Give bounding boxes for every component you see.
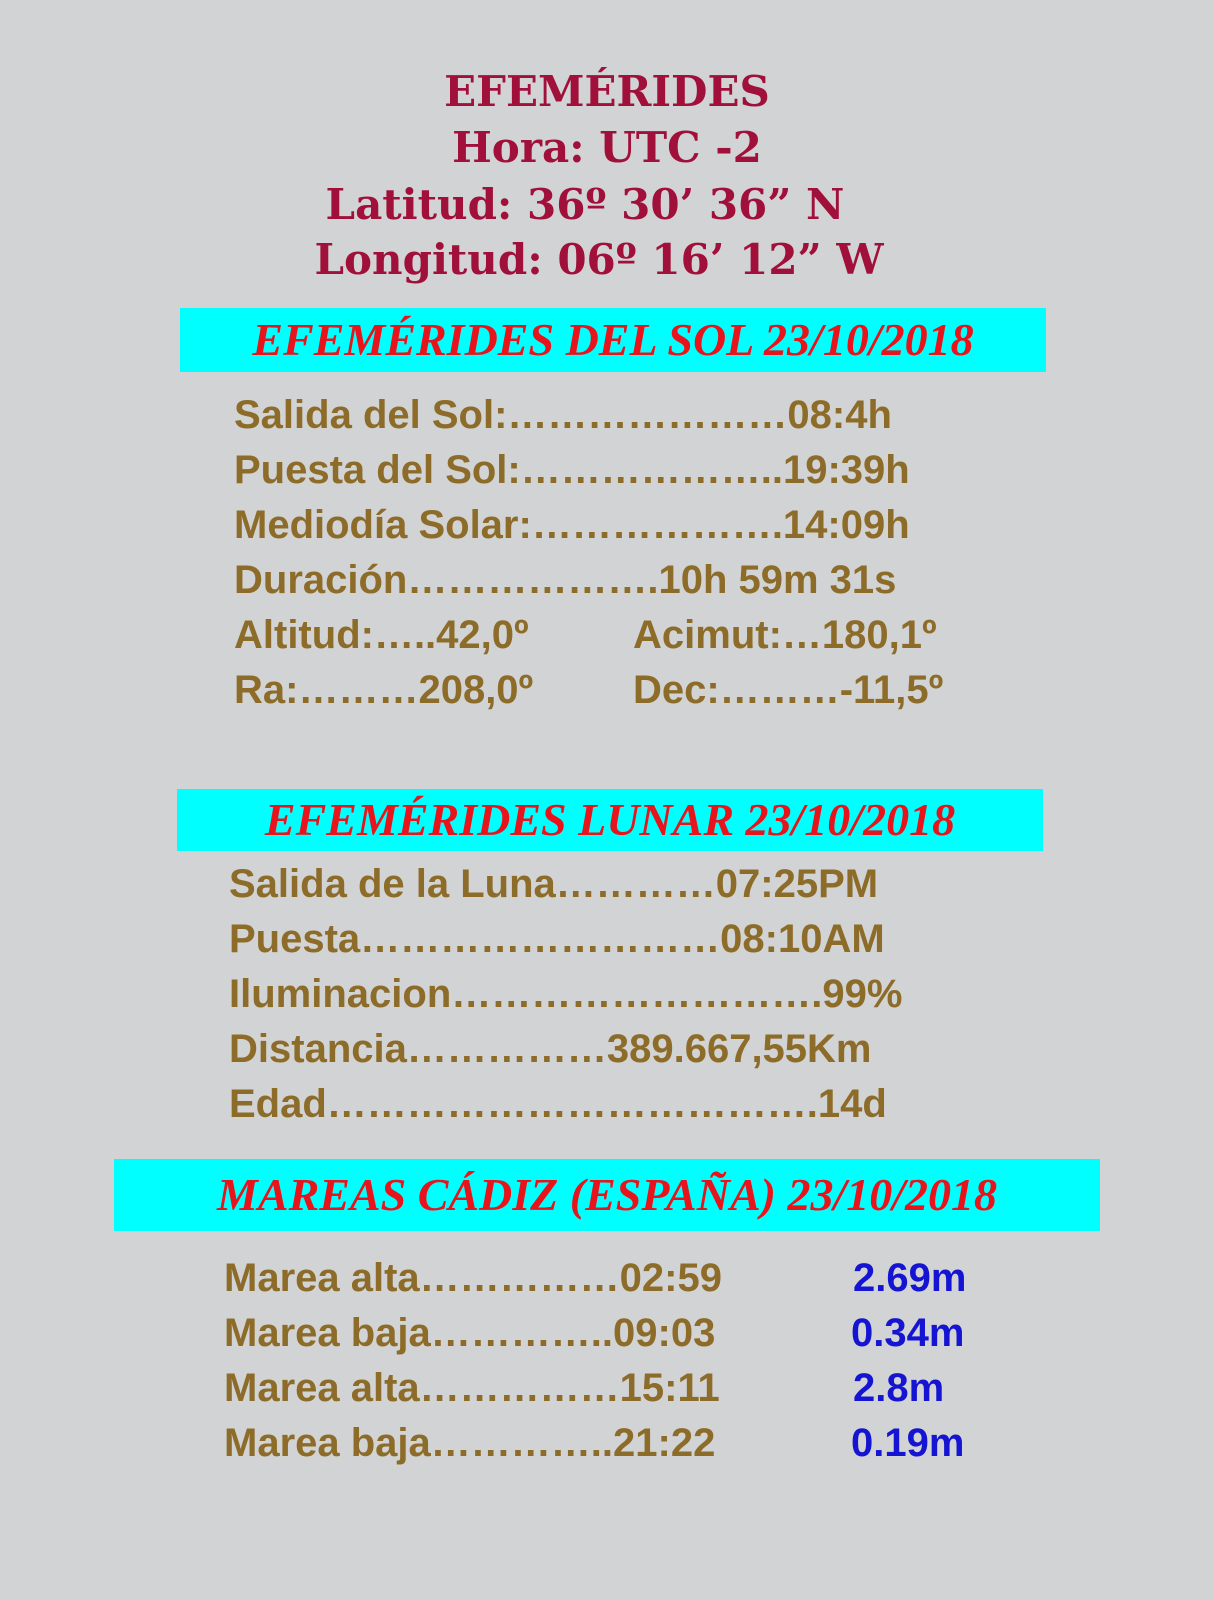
day-length-row: Duración……………….10h 59m 31s: [234, 558, 897, 602]
moonset-row: Puesta………………………08:10AM: [229, 917, 885, 961]
tide-row-1: Marea alta……………02:59: [224, 1256, 722, 1300]
moon-banner: EFEMÉRIDES LUNAR 23/10/2018: [177, 789, 1043, 851]
tide-height-3: 2.8m: [853, 1366, 945, 1410]
sun-right-ascension: Ra:………208,0º: [234, 668, 534, 712]
page-title: EFEMÉRIDES: [444, 67, 770, 116]
sun-declination: Dec:………-11,5º: [633, 668, 944, 712]
sun-banner: EFEMÉRIDES DEL SOL 23/10/2018: [180, 308, 1046, 372]
tide-row-3: Marea alta……………15:11: [224, 1366, 720, 1410]
moon-distance-row: Distancia……………389.667,55Km: [229, 1027, 872, 1071]
sun-altitude: Altitud:…..42,0º: [234, 613, 529, 657]
tide-height-1: 2.69m: [853, 1256, 967, 1300]
latitude: Latitud: 36º 30’ 36” N: [325, 180, 845, 229]
solar-noon-row: Mediodía Solar:……………….14:09h: [234, 503, 910, 547]
tide-row-2: Marea baja…………..09:03: [224, 1311, 716, 1355]
moon-age-row: Edad……………………………….14d: [229, 1082, 887, 1126]
moonrise-row: Salida de la Luna…………07:25PM: [229, 862, 879, 906]
tide-height-4: 0.19m: [851, 1421, 965, 1465]
sunset-row: Puesta del Sol:………………..19:39h: [234, 448, 910, 492]
sunrise-row: Salida del Sol:…………………08:4h: [234, 393, 892, 437]
tides-banner: MAREAS CÁDIZ (ESPAÑA) 23/10/2018: [114, 1159, 1100, 1231]
sun-azimuth: Acimut:…180,1º: [633, 613, 937, 657]
tide-row-4: Marea baja…………..21:22: [224, 1421, 716, 1465]
moon-illumination-row: Iluminacion……………………….99%: [229, 972, 903, 1016]
tide-height-2: 0.34m: [851, 1311, 965, 1355]
longitude: Longitud: 06º 16’ 12” W: [314, 235, 884, 284]
time-zone: Hora: UTC -2: [452, 123, 762, 172]
